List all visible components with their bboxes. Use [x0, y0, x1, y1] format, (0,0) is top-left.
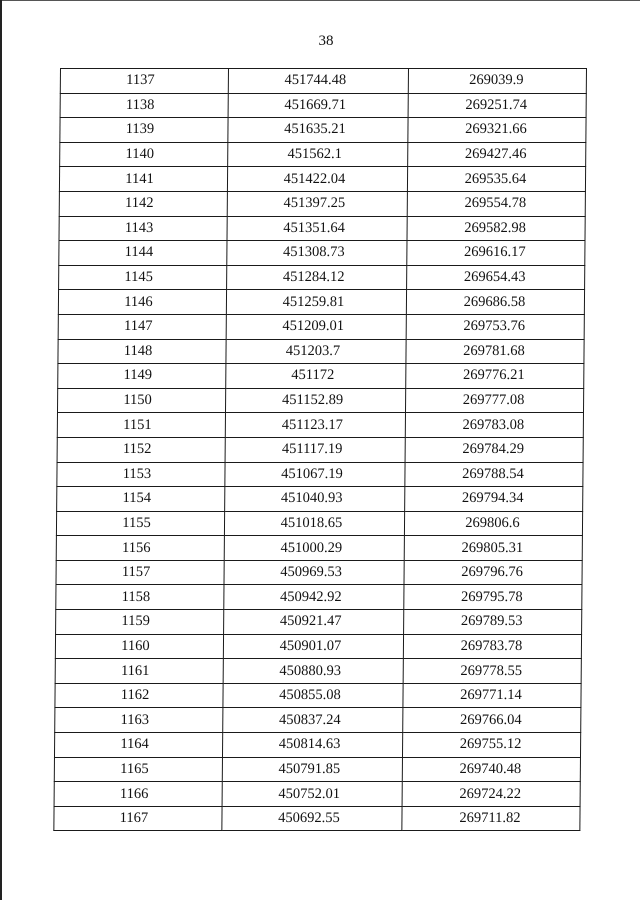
x-coordinate-cell: 451209.01 [226, 314, 406, 339]
scan-edge-top [0, 0, 640, 1]
y-coordinate-cell: 269654.43 [407, 265, 585, 290]
x-coordinate-cell: 451259.81 [226, 290, 406, 315]
point-number-cell: 1148 [58, 339, 226, 364]
x-coordinate-cell: 450837.24 [223, 708, 403, 733]
point-number-cell: 1164 [54, 733, 222, 758]
x-coordinate-cell: 451152.89 [225, 388, 405, 413]
x-coordinate-cell: 451172 [226, 364, 406, 389]
x-coordinate-cell: 451000.29 [224, 536, 404, 561]
x-coordinate-cell: 450855.08 [223, 683, 403, 708]
y-coordinate-cell: 269783.78 [403, 634, 581, 659]
x-coordinate-cell: 450942.92 [224, 585, 404, 610]
point-number-cell: 1156 [56, 536, 224, 561]
y-coordinate-cell: 269789.53 [404, 610, 582, 635]
point-number-cell: 1139 [60, 118, 228, 143]
coordinates-table-container [53, 68, 586, 831]
table-row [54, 782, 580, 807]
point-number-cell: 1140 [60, 142, 228, 167]
point-number-cell: 1152 [57, 437, 225, 462]
table-row [55, 683, 581, 708]
point-number-cell: 1147 [58, 314, 226, 339]
table-row [55, 634, 581, 659]
point-number-cell: 1149 [58, 364, 226, 389]
y-coordinate-cell: 269039.9 [408, 69, 586, 94]
y-coordinate-cell: 269794.34 [405, 487, 583, 512]
y-coordinate-cell: 269251.74 [408, 93, 586, 118]
x-coordinate-cell: 450901.07 [223, 634, 403, 659]
point-number-cell: 1160 [55, 634, 223, 659]
table-row [58, 364, 584, 389]
x-coordinate-cell: 451123.17 [225, 413, 405, 438]
x-coordinate-cell: 451308.73 [227, 241, 407, 266]
table-row [59, 167, 585, 192]
table-row [56, 536, 582, 561]
point-number-cell: 1153 [57, 462, 225, 487]
y-coordinate-cell: 269554.78 [407, 191, 585, 216]
table-row [56, 585, 582, 610]
x-coordinate-cell: 451635.21 [228, 118, 408, 143]
x-coordinate-cell: 450692.55 [222, 806, 402, 831]
point-number-cell: 1167 [54, 806, 222, 831]
point-number-cell: 1154 [57, 487, 225, 512]
table-row [58, 290, 584, 315]
table-row [59, 191, 585, 216]
table-row [60, 142, 586, 167]
point-number-cell: 1150 [57, 388, 225, 413]
x-coordinate-cell: 451203.7 [226, 339, 406, 364]
table-row [57, 413, 583, 438]
y-coordinate-cell: 269778.55 [403, 659, 581, 684]
y-coordinate-cell: 269796.76 [404, 560, 582, 585]
x-coordinate-cell: 450921.47 [224, 610, 404, 635]
y-coordinate-cell: 269771.14 [403, 683, 581, 708]
x-coordinate-cell: 451351.64 [227, 216, 407, 241]
x-coordinate-cell: 451018.65 [224, 511, 404, 536]
page-number: 38 [318, 33, 334, 49]
y-coordinate-cell: 269740.48 [402, 757, 580, 782]
x-coordinate-cell: 450752.01 [222, 782, 402, 807]
table-row [60, 69, 586, 94]
point-number-cell: 1144 [59, 241, 227, 266]
point-number-cell: 1151 [57, 413, 225, 438]
x-coordinate-cell: 450814.63 [222, 733, 402, 758]
point-number-cell: 1145 [59, 265, 227, 290]
y-coordinate-cell: 269616.17 [407, 241, 585, 266]
y-coordinate-cell: 269686.58 [406, 290, 584, 315]
point-number-cell: 1161 [55, 659, 223, 684]
point-number-cell: 1138 [60, 93, 228, 118]
y-coordinate-cell: 269806.6 [404, 511, 582, 536]
table-row [60, 118, 586, 143]
y-coordinate-cell: 269784.29 [405, 437, 583, 462]
table-row [59, 241, 585, 266]
y-coordinate-cell: 269755.12 [402, 733, 580, 758]
table-row [56, 511, 582, 536]
point-number-cell: 1143 [59, 216, 227, 241]
point-number-cell: 1142 [59, 191, 227, 216]
point-number-cell: 1146 [58, 290, 226, 315]
y-coordinate-cell: 269795.78 [404, 585, 582, 610]
x-coordinate-cell: 451397.25 [227, 191, 407, 216]
x-coordinate-cell: 451422.04 [227, 167, 407, 192]
x-coordinate-cell: 451562.1 [228, 142, 408, 167]
x-coordinate-cell: 450969.53 [224, 560, 404, 585]
x-coordinate-cell: 451744.48 [228, 69, 408, 94]
table-row [55, 659, 581, 684]
point-number-cell: 1155 [56, 511, 224, 536]
y-coordinate-cell: 269753.76 [406, 314, 584, 339]
table-row [54, 757, 580, 782]
point-number-cell: 1165 [54, 757, 222, 782]
table-row [59, 216, 585, 241]
table-row [56, 560, 582, 585]
table-row [55, 708, 581, 733]
y-coordinate-cell: 269783.08 [405, 413, 583, 438]
x-coordinate-cell: 451284.12 [227, 265, 407, 290]
y-coordinate-cell: 269788.54 [405, 462, 583, 487]
x-coordinate-cell: 451117.19 [225, 437, 405, 462]
y-coordinate-cell: 269711.82 [402, 806, 580, 831]
x-coordinate-cell: 451067.19 [225, 462, 405, 487]
point-number-cell: 1158 [56, 585, 224, 610]
point-number-cell: 1137 [60, 69, 228, 94]
table-row [57, 462, 583, 487]
x-coordinate-cell: 450791.85 [222, 757, 402, 782]
y-coordinate-cell: 269766.04 [403, 708, 581, 733]
point-number-cell: 1162 [55, 683, 223, 708]
y-coordinate-cell: 269321.66 [408, 118, 586, 143]
table-row [60, 93, 586, 118]
point-number-cell: 1159 [56, 610, 224, 635]
y-coordinate-cell: 269776.21 [406, 364, 584, 389]
point-number-cell: 1157 [56, 560, 224, 585]
table-row [58, 314, 584, 339]
coordinates-table [53, 68, 587, 831]
table-row [59, 265, 585, 290]
table-row [57, 487, 583, 512]
table-row [54, 733, 580, 758]
y-coordinate-cell: 269781.68 [406, 339, 584, 364]
point-number-cell: 1163 [55, 708, 223, 733]
y-coordinate-cell: 269427.46 [408, 142, 586, 167]
table-row [57, 437, 583, 462]
y-coordinate-cell: 269805.31 [404, 536, 582, 561]
table-row [58, 339, 584, 364]
x-coordinate-cell: 451040.93 [225, 487, 405, 512]
y-coordinate-cell: 269535.64 [407, 167, 585, 192]
table-row [56, 610, 582, 635]
point-number-cell: 1166 [54, 782, 222, 807]
y-coordinate-cell: 269582.98 [407, 216, 585, 241]
table-body [54, 69, 587, 831]
x-coordinate-cell: 451669.71 [228, 93, 408, 118]
scan-edge-left [0, 0, 2, 900]
y-coordinate-cell: 269777.08 [405, 388, 583, 413]
x-coordinate-cell: 450880.93 [223, 659, 403, 684]
table-row [57, 388, 583, 413]
point-number-cell: 1141 [59, 167, 227, 192]
table-row [54, 806, 580, 831]
y-coordinate-cell: 269724.22 [402, 782, 580, 807]
